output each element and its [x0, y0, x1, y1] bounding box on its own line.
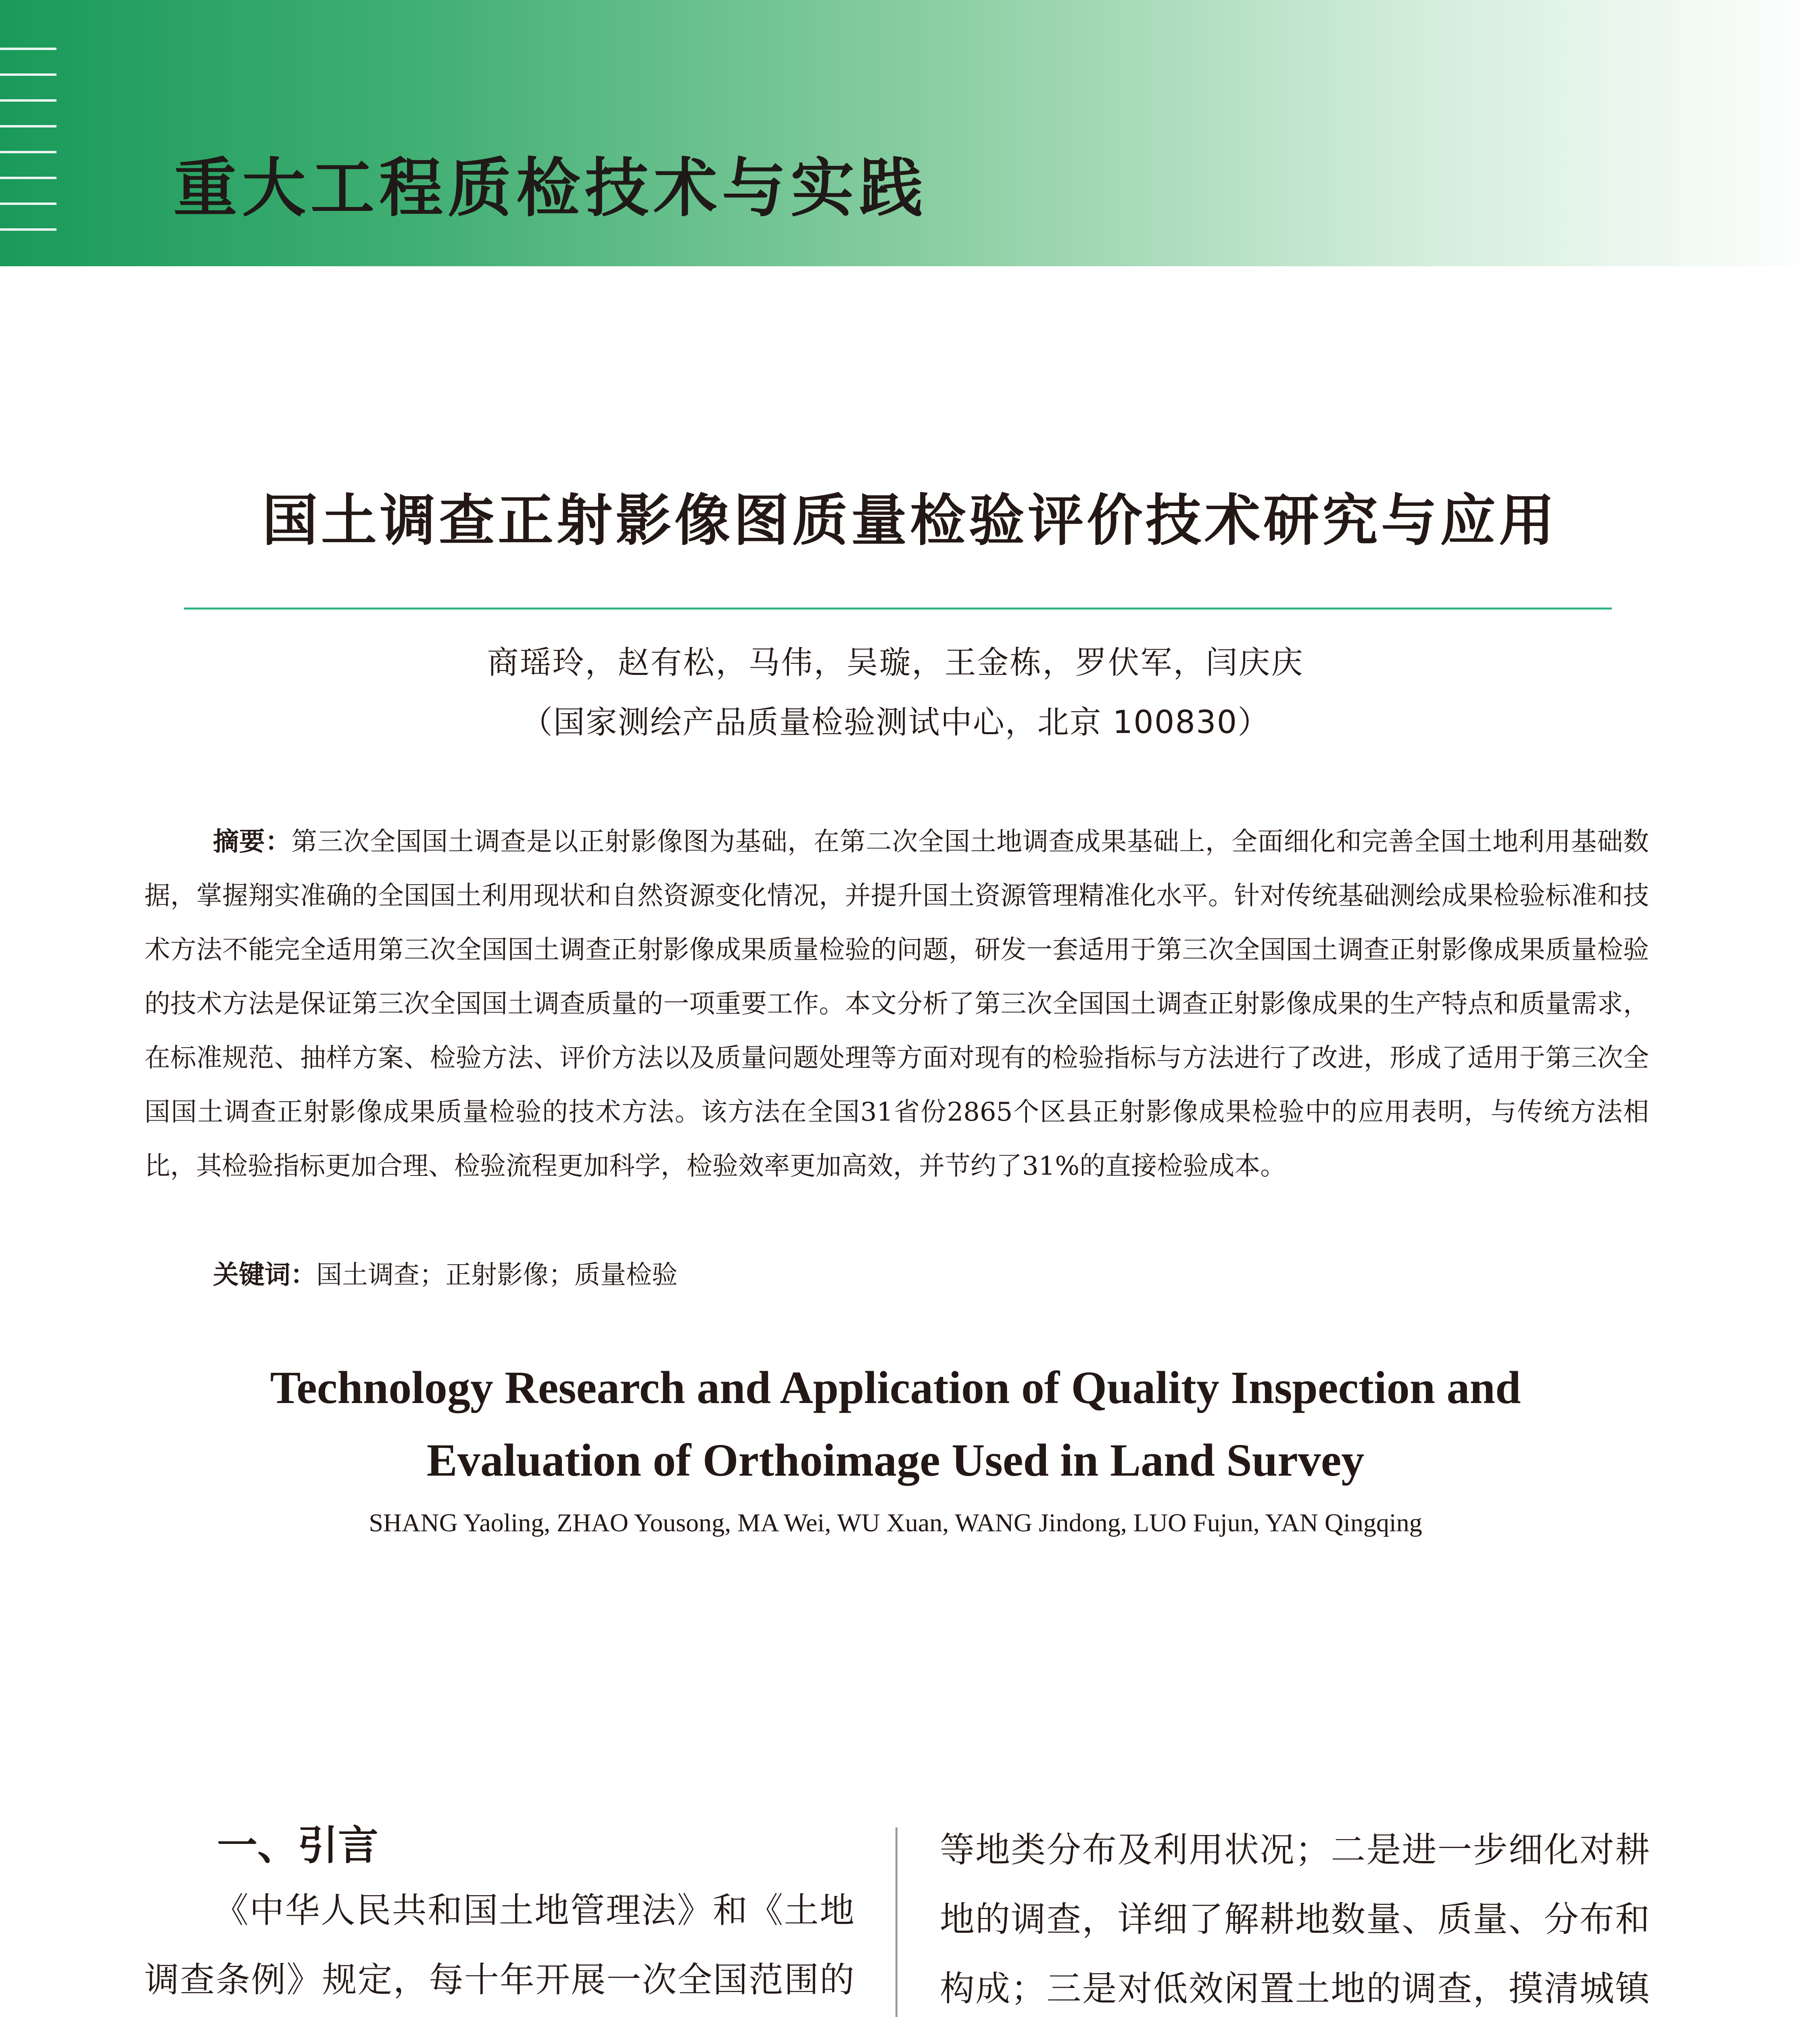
english-authors: SHANG Yaoling, ZHAO Yousong, MA Wei, WU Xuan, WANG Jindong, LUO Fujun, YAN Qingqing	[369, 1508, 1422, 1537]
keywords-text: 国土调查；正射影像；质量检验	[316, 1260, 678, 1290]
header-stripes	[0, 48, 56, 249]
english-title	[0, 1351, 1791, 1497]
body-column-right	[940, 1815, 1650, 2017]
section-title: 重大工程质检技术与实践	[173, 151, 928, 226]
english-title-line2: Evaluation of Orthoimage Used in Land Survey	[426, 1434, 1365, 1486]
column-divider	[895, 1827, 897, 2017]
affiliation: （国家测绘产品质量检验测试中心，北京 100830）	[521, 704, 1270, 741]
body-column-left	[144, 1815, 854, 2017]
body-paragraph: 《中华人民共和国土地管理法》和《土地调查条例》规定，每十年开展一次全国范围的	[144, 1890, 854, 2000]
abstract-label: 摘要：	[213, 827, 292, 857]
title-divider	[184, 608, 1612, 610]
keywords	[213, 1248, 1649, 1302]
paper-title: 国土调查正射影像图质量检验评价技术研究与应用	[262, 488, 1558, 553]
english-title-line1: Technology Research and Application of Quality Inspection and	[270, 1362, 1521, 1413]
keywords-label: 关键词：	[213, 1260, 316, 1290]
abstract-text: 第三次全国国土调查是以正射影像图为基础，在第二次全国土地调查成果基础上，全面细化和完善全国土地利用基础数据，掌握翔实准确的全国国土利用现状和自然资源变化情况，并提升国土资源管理精准化水平。针对传统基础测绘成果检验标准和技术方法不能完全适用第三次全国国土调查正射影像成果质量检验的问题，研发一套适用于第三次全国国土调查正射影像成果质量检验的技术方法是保证第三次全国国土调查质量的一项重要工作。本文分析了第三次全国国土调查正射影像成果的生产特点和质量需求，在标准规范、抽样方案、检验方法、评价方法以及质量问题处理等方面对现有的检验指标与方法进行了改进，形成了适用于第三次全国国土调查正射影像成果质量检验的技术方法。该方法在全国31省份2865个区县正射影像成果检验中的应用表明，与传统方法相比，其检验指标更加合理、检验流程更加科学，检验效率更加高效，并节约了31%的直接检验成本。	[144, 827, 1649, 1181]
body-paragraph-continued: 等地类分布及利用状况；二是进一步细化对耕地的调查，详细了解耕地数量、质量、分布和构成；三是对低效闲置土地的调查，摸清城镇	[940, 1830, 1650, 2009]
abstract	[144, 815, 1649, 1193]
section-heading-introduction: 一、引言	[217, 1822, 378, 1869]
header-band	[0, 0, 1820, 266]
authors: 商瑶玲，赵有松，马伟，吴璇，王金栋，罗伏军，闫庆庆	[487, 645, 1304, 681]
